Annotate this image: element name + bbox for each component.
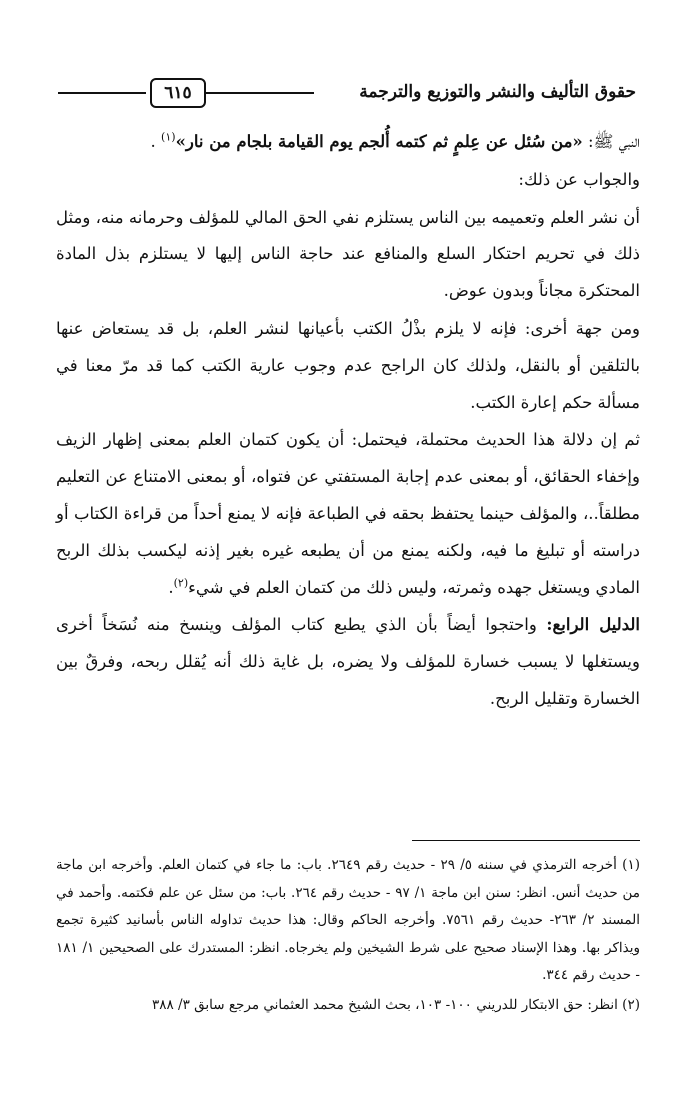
footnote-ref[interactable]: (٢) [173, 576, 189, 590]
paragraph: أن نشر العلم وتعميمه بين الناس يستلزم نفي الحق المالي للمؤلف وحرمانه منه، ومثل ذلك في تحريم احتكار السلع والمنافع عند حاجة الناس إليها لا يستلزم بذل المادة المحتكرة مجاناً وبدون عوض. [56, 207, 640, 301]
paragraph-text: واحتجوا أيضاً بأن الذي يطبع كتاب المؤلف وينسخ منه نُسَخاً أخرى ويستغلها لا يسبب خسارة للمؤلف ولا يضره، بل غاية ذلك أنه يُقلل ربحه، وفرقٌ بين الخسارة وتقليل الربح. [56, 615, 640, 708]
paragraph [56, 607, 640, 717]
section-label: الدليل الرابع: [546, 615, 640, 635]
quote-end: . [150, 132, 162, 151]
header-title: حقوق التأليف والنشر والتوزيع والترجمة [359, 82, 636, 102]
paragraph: والجواب عن ذلك: [518, 169, 640, 189]
header-rule [206, 92, 314, 94]
paragraph-text: ثم إن دلالة هذا الحديث محتملة، فيحتمل: أن يكون كتمان العلم بمعنى إظهار الزيف وإخفاء الحقائق، أو بمعنى عدم إجابة المستفتي عن فتواه، أو بمعنى الامتناع عن التعليم مطلقاً..، والمؤلف حينما يحتفظ بحقه في الطباعة فإنه لا يمنع أحداً من قراءة الكتاب أو دراسته أو تبليغ ما فيه، ولكنه يمنع من أن يطبعه غيره بغير إذنه ليكسب بذلك الربح المادي ويستغل جهده وثمرته، وليس ذلك من كتمان العلم في شيء [56, 430, 640, 597]
paragraph [56, 124, 640, 161]
hadith-quote: «من سُئل عن عِلمٍ ثم كتمه أُلجم يوم القيامة بلجام من نار» [175, 132, 583, 151]
paragraph: ومن جهة أخرى: فإنه لا يلزم بذْلُ الكتب بأعيانها لنشر العلم، بل قد يستعاض عنها بالتلقين أو بالنقل، ولذلك كان الراجح عدم وجوب عارية الكتب كما قد مرّ معنا في مسألة حكم إعارة الكتب. [56, 318, 640, 412]
running-header [58, 74, 636, 114]
paragraph [56, 422, 640, 606]
footnote: (٢) انظر: حق الابتكار للدريني ١٠٠- ١٠٣، بحث الشيخ محمد العثماني مرجع سابق ٣/ ٣٨٨ [151, 996, 640, 1013]
main-text [56, 124, 640, 719]
header-rule [58, 92, 146, 94]
quote-lead: النبي ﷺ: [582, 132, 640, 151]
footnote-ref[interactable]: (١) [161, 130, 176, 144]
footnote-separator [412, 840, 640, 841]
footnote: (١) أخرجه الترمذي في سننه ٥/ ٢٩ - حديث رقم ٢٦٤٩. باب: ما جاء في كتمان العلم. وأخرجه ابن ماجة من حديث أنس. انظر: سنن ابن ماجة ١/ ٩٧ - حديث رقم ٢٦٤. باب: من سئل عن علم فكتمه. وأحمد في المسند ٢/ ٢٦٣- حديث رقم ٧٥٦١. وأخرجه الحاكم وقال: هذا حديث تداوله الناس بأسانيد كثيرة تجمع ويذاكر بها. وهذا الإسناد صحيح على شرط الشيخين ولم يخرجاه. انظر: المستدرك على الصحيحين ١/ ١٨١ - حديث رقم ٣٤٤. [56, 857, 641, 983]
footnotes [56, 852, 640, 1021]
page-number: ٦١٥ [150, 78, 206, 108]
paragraph-end: . [168, 577, 174, 597]
